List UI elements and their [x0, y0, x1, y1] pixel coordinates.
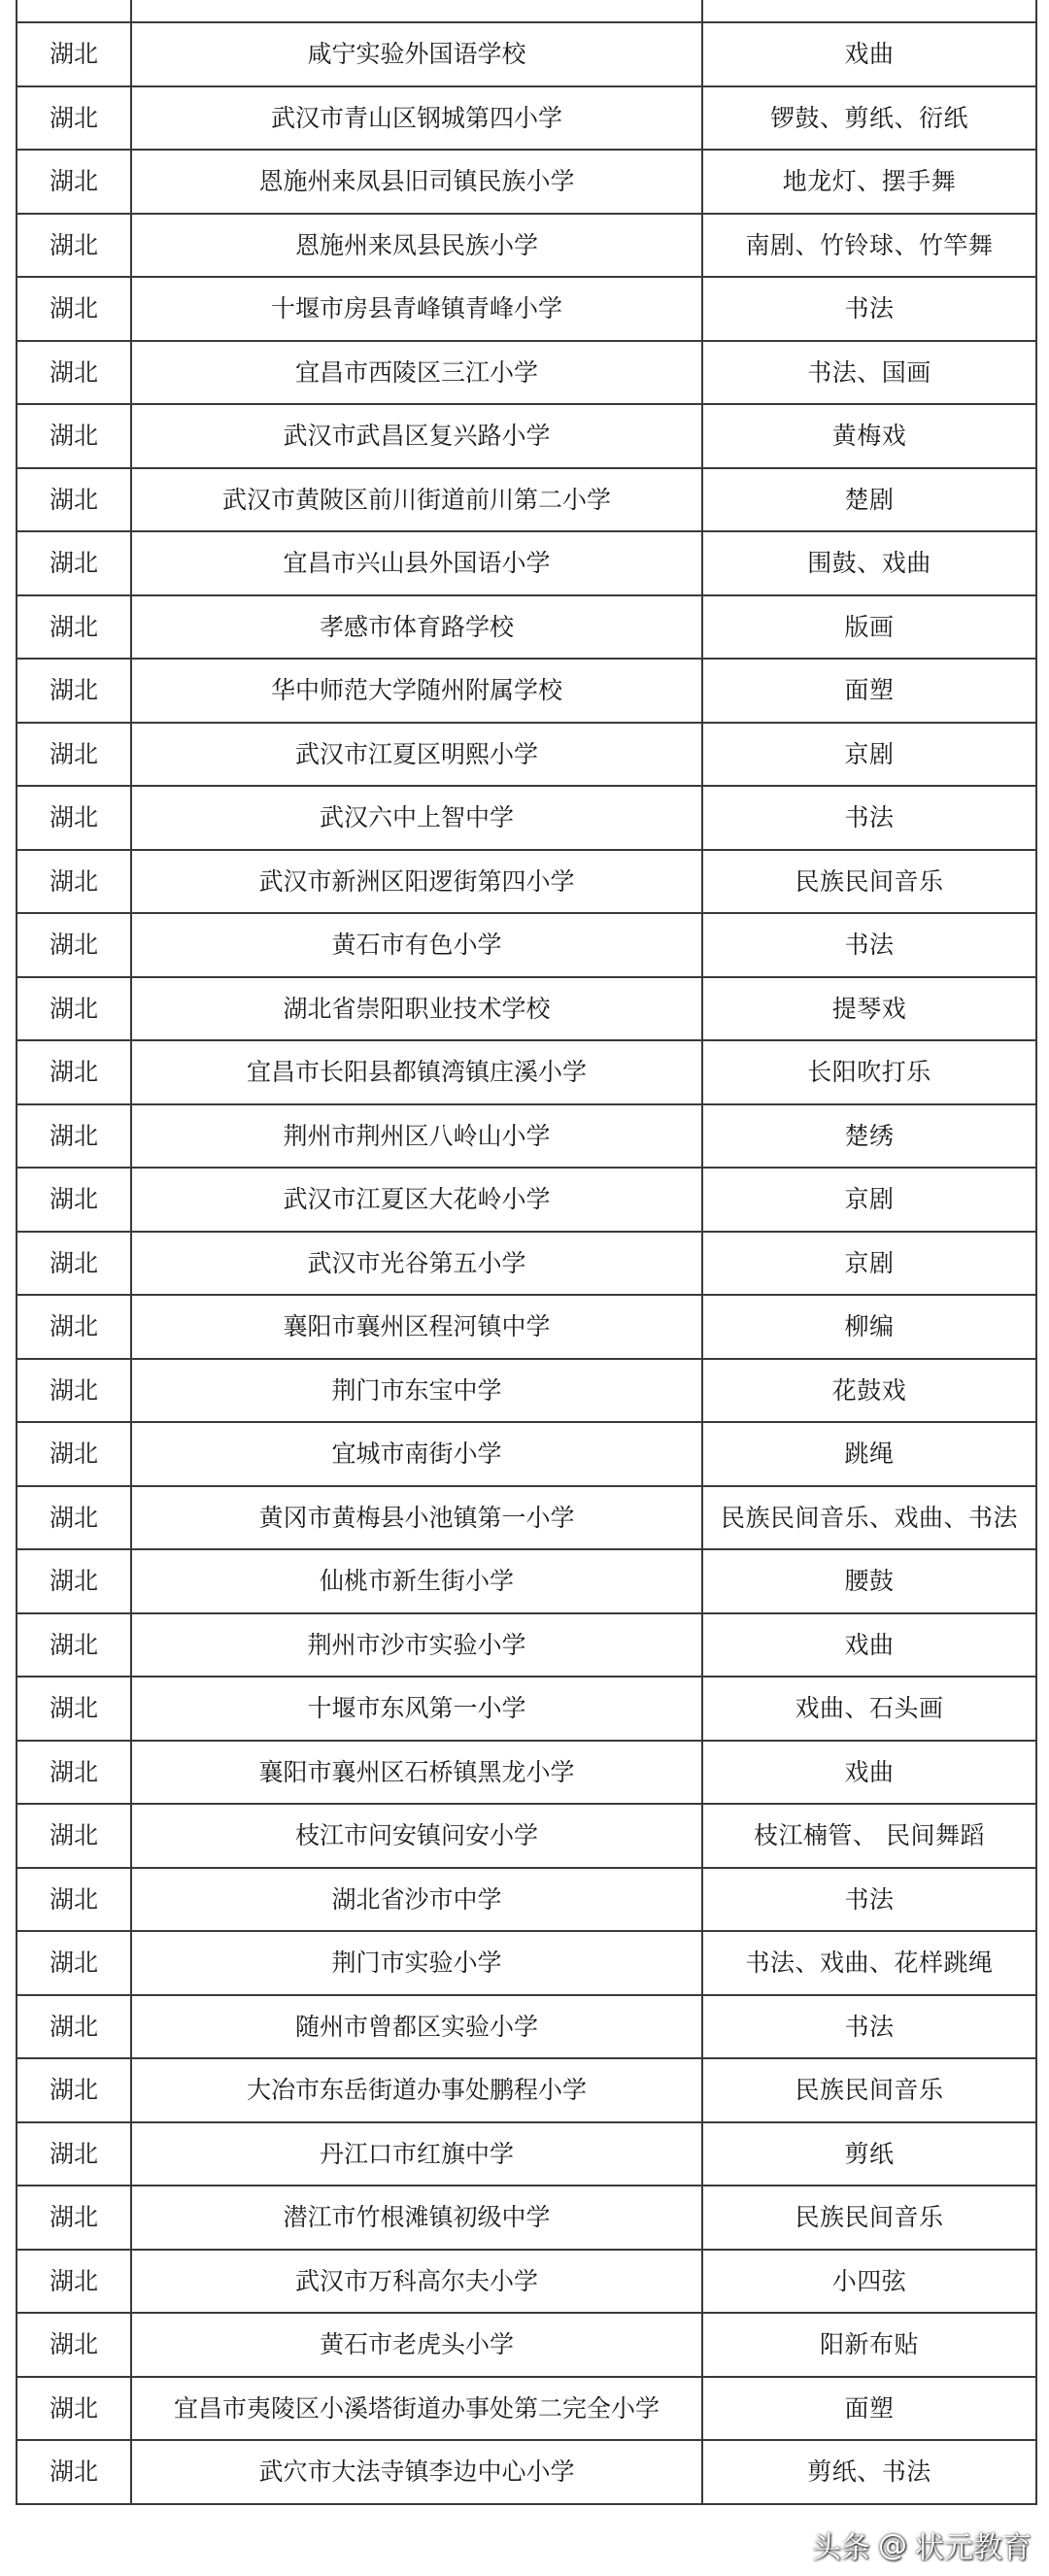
province-cell: 湖北 [17, 150, 131, 214]
table-row [17, 1295, 1036, 1359]
project-cell: 民族民间音乐、戏曲、书法 [702, 1486, 1036, 1550]
table-top-edge-row [17, 0, 1036, 22]
province-cell: 湖北 [17, 977, 131, 1041]
table-row [17, 1741, 1036, 1805]
province-cell: 湖北 [17, 2313, 131, 2377]
table-row [17, 1804, 1036, 1868]
project-cell: 长阳吹打乐 [702, 1040, 1036, 1104]
table-row [17, 468, 1036, 532]
province-cell: 湖北 [17, 1232, 131, 1296]
school-name-cell: 宜昌市兴山县外国语小学 [131, 531, 702, 595]
project-cell: 京剧 [702, 723, 1036, 787]
table-row [17, 2377, 1036, 2441]
school-name-cell: 恩施州来凤县民族小学 [131, 214, 702, 278]
watermark-at: @ [878, 2527, 907, 2562]
table-body [17, 0, 1036, 2504]
province-cell: 湖北 [17, 2122, 131, 2186]
project-cell: 戏曲 [702, 1613, 1036, 1678]
province-cell: 湖北 [17, 22, 131, 86]
province-cell: 湖北 [17, 1931, 131, 1995]
table-row [17, 277, 1036, 341]
table-row [17, 977, 1036, 1041]
school-name-cell: 武汉市新洲区阳逻街第四小学 [131, 850, 702, 914]
school-name-cell: 十堰市房县青峰镇青峰小学 [131, 277, 702, 341]
province-cell: 湖北 [17, 595, 131, 660]
school-name-cell: 丹江口市红旗中学 [131, 2122, 702, 2186]
project-cell: 书法 [702, 913, 1036, 977]
table-row [17, 723, 1036, 787]
school-name-cell: 宜昌市长阳县都镇湾镇庄溪小学 [131, 1040, 702, 1104]
province-cell: 湖北 [17, 214, 131, 278]
school-name-cell: 十堰市东风第一小学 [131, 1677, 702, 1741]
table-row [17, 1104, 1036, 1169]
project-cell: 书法 [702, 277, 1036, 341]
project-cell: 枝江楠管、 民间舞蹈 [702, 1804, 1036, 1868]
project-cell: 民族民间音乐 [702, 2186, 1036, 2250]
school-name-cell: 武汉市黄陂区前川街道前川第二小学 [131, 468, 702, 532]
school-name-cell: 大冶市东岳街道办事处鹏程小学 [131, 2058, 702, 2122]
school-name-cell: 湖北省沙市中学 [131, 1868, 702, 1932]
school-name-cell: 枝江市问安镇问安小学 [131, 1804, 702, 1868]
province-cell: 湖北 [17, 659, 131, 723]
school-name-cell: 仙桃市新生街小学 [131, 1549, 702, 1613]
project-cell: 腰鼓 [702, 1549, 1036, 1613]
school-name-cell: 武汉市青山区钢城第四小学 [131, 86, 702, 151]
project-cell: 锣鼓、剪纸、衍纸 [702, 86, 1036, 151]
school-name-cell: 武汉市万科高尔夫小学 [131, 2250, 702, 2314]
table-row [17, 404, 1036, 468]
province-cell: 湖北 [17, 1677, 131, 1741]
school-name-cell: 武汉市光谷第五小学 [131, 1232, 702, 1296]
province-cell: 湖北 [17, 1104, 131, 1169]
project-cell: 剪纸、书法 [702, 2440, 1036, 2504]
project-cell: 面塑 [702, 659, 1036, 723]
project-cell: 版画 [702, 595, 1036, 660]
table-row [17, 86, 1036, 151]
table-row [17, 150, 1036, 214]
table-row [17, 786, 1036, 850]
school-name-cell: 荆门市东宝中学 [131, 1359, 702, 1423]
table-row [17, 1549, 1036, 1613]
province-cell: 湖北 [17, 468, 131, 532]
table-row [17, 1868, 1036, 1932]
school-name-cell: 荆州市荆州区八岭山小学 [131, 1104, 702, 1169]
school-name-cell: 咸宁实验外国语学校 [131, 22, 702, 86]
table-row [17, 2058, 1036, 2122]
table-row [17, 595, 1036, 660]
project-cell: 戏曲 [702, 1741, 1036, 1805]
watermark-prefix: 头条 [812, 2531, 870, 2565]
province-cell: 湖北 [17, 86, 131, 151]
school-name-cell: 随州市曾都区实验小学 [131, 1995, 702, 2059]
document-sheet [16, 0, 1035, 2505]
province-cell: 湖北 [17, 277, 131, 341]
province-cell: 湖北 [17, 1995, 131, 2059]
school-name-cell: 武穴市大法寺镇李边中心小学 [131, 2440, 702, 2504]
project-cell: 剪纸 [702, 2122, 1036, 2186]
school-name-cell: 华中师范大学随州附属学校 [131, 659, 702, 723]
school-name-cell: 武汉市江夏区明熙小学 [131, 723, 702, 787]
school-name-cell: 武汉六中上智中学 [131, 786, 702, 850]
school-name-cell: 孝感市体育路学校 [131, 595, 702, 660]
project-cell: 戏曲 [702, 22, 1036, 86]
project-cell: 民族民间音乐 [702, 2058, 1036, 2122]
school-name-cell: 宜昌市西陵区三江小学 [131, 341, 702, 405]
school-name-cell: 荆州市沙市实验小学 [131, 1613, 702, 1678]
table-row [17, 1040, 1036, 1104]
project-cell: 南剧、竹铃球、竹竿舞 [702, 214, 1036, 278]
province-cell: 湖北 [17, 1359, 131, 1423]
province-cell: 湖北 [17, 341, 131, 405]
table-row [17, 2440, 1036, 2504]
school-name-cell: 宜城市南街小学 [131, 1422, 702, 1486]
table-row [17, 2250, 1036, 2314]
project-cell: 民族民间音乐 [702, 850, 1036, 914]
province-cell: 湖北 [17, 1741, 131, 1805]
school-name-cell: 襄阳市襄州区石桥镇黑龙小学 [131, 1741, 702, 1805]
school-name-cell: 黄石市有色小学 [131, 913, 702, 977]
table-row [17, 1232, 1036, 1296]
province-cell: 湖北 [17, 1549, 131, 1613]
project-cell: 面塑 [702, 2377, 1036, 2441]
province-cell: 湖北 [17, 404, 131, 468]
table-row [17, 1168, 1036, 1232]
school-name-cell: 黄冈市黄梅县小池镇第一小学 [131, 1486, 702, 1550]
project-cell: 书法、国画 [702, 341, 1036, 405]
province-cell: 湖北 [17, 2440, 131, 2504]
project-cell: 围鼓、戏曲 [702, 531, 1036, 595]
project-cell: 花鼓戏 [702, 1359, 1036, 1423]
school-name-cell: 襄阳市襄州区程河镇中学 [131, 1295, 702, 1359]
project-cell: 楚绣 [702, 1104, 1036, 1169]
table-row [17, 1995, 1036, 2059]
project-cell: 京剧 [702, 1168, 1036, 1232]
table-row [17, 2122, 1036, 2186]
project-cell: 书法 [702, 1995, 1036, 2059]
table-row [17, 2313, 1036, 2377]
schools-table [16, 0, 1037, 2505]
project-cell: 阳新布贴 [702, 2313, 1036, 2377]
province-cell: 湖北 [17, 2250, 131, 2314]
province-cell: 湖北 [17, 2058, 131, 2122]
project-cell: 京剧 [702, 1232, 1036, 1296]
table-row [17, 913, 1036, 977]
table-row [17, 214, 1036, 278]
province-cell: 湖北 [17, 1613, 131, 1678]
province-cell: 湖北 [17, 723, 131, 787]
province-cell: 湖北 [17, 913, 131, 977]
school-name-cell: 宜昌市夷陵区小溪塔街道办事处第二完全小学 [131, 2377, 702, 2441]
province-cell: 湖北 [17, 1040, 131, 1104]
school-name-cell: 武汉市武昌区复兴路小学 [131, 404, 702, 468]
watermark [812, 2524, 1032, 2566]
table-row [17, 531, 1036, 595]
school-name-cell: 黄石市老虎头小学 [131, 2313, 702, 2377]
province-cell: 湖北 [17, 2377, 131, 2441]
province-cell: 湖北 [17, 850, 131, 914]
project-cell: 提琴戏 [702, 977, 1036, 1041]
province-cell: 湖北 [17, 1868, 131, 1932]
table-row [17, 22, 1036, 86]
province-cell: 湖北 [17, 1804, 131, 1868]
project-cell: 跳绳 [702, 1422, 1036, 1486]
province-cell: 湖北 [17, 1486, 131, 1550]
school-name-cell: 荆门市实验小学 [131, 1931, 702, 1995]
table-row [17, 1422, 1036, 1486]
project-cell: 地龙灯、摆手舞 [702, 150, 1036, 214]
province-cell: 湖北 [17, 1422, 131, 1486]
table-row [17, 341, 1036, 405]
project-cell: 书法 [702, 1868, 1036, 1932]
project-cell: 楚剧 [702, 468, 1036, 532]
project-cell: 书法 [702, 786, 1036, 850]
watermark-author: 状元教育 [915, 2531, 1032, 2565]
school-name-cell: 潜江市竹根滩镇初级中学 [131, 2186, 702, 2250]
table-row [17, 1613, 1036, 1678]
province-cell: 湖北 [17, 786, 131, 850]
table-row [17, 1486, 1036, 1550]
table-row [17, 850, 1036, 914]
project-cell: 黄梅戏 [702, 404, 1036, 468]
project-cell: 戏曲、石头画 [702, 1677, 1036, 1741]
province-cell: 湖北 [17, 1168, 131, 1232]
province-cell: 湖北 [17, 1295, 131, 1359]
school-name-cell: 湖北省崇阳职业技术学校 [131, 977, 702, 1041]
table-row [17, 2186, 1036, 2250]
project-cell: 书法、戏曲、花样跳绳 [702, 1931, 1036, 1995]
table-row [17, 659, 1036, 723]
project-cell: 柳编 [702, 1295, 1036, 1359]
province-cell: 湖北 [17, 2186, 131, 2250]
table-row [17, 1677, 1036, 1741]
school-name-cell: 武汉市江夏区大花岭小学 [131, 1168, 702, 1232]
school-name-cell: 恩施州来凤县旧司镇民族小学 [131, 150, 702, 214]
table-row [17, 1359, 1036, 1423]
table-row [17, 1931, 1036, 1995]
project-cell: 小四弦 [702, 2250, 1036, 2314]
province-cell: 湖北 [17, 531, 131, 595]
